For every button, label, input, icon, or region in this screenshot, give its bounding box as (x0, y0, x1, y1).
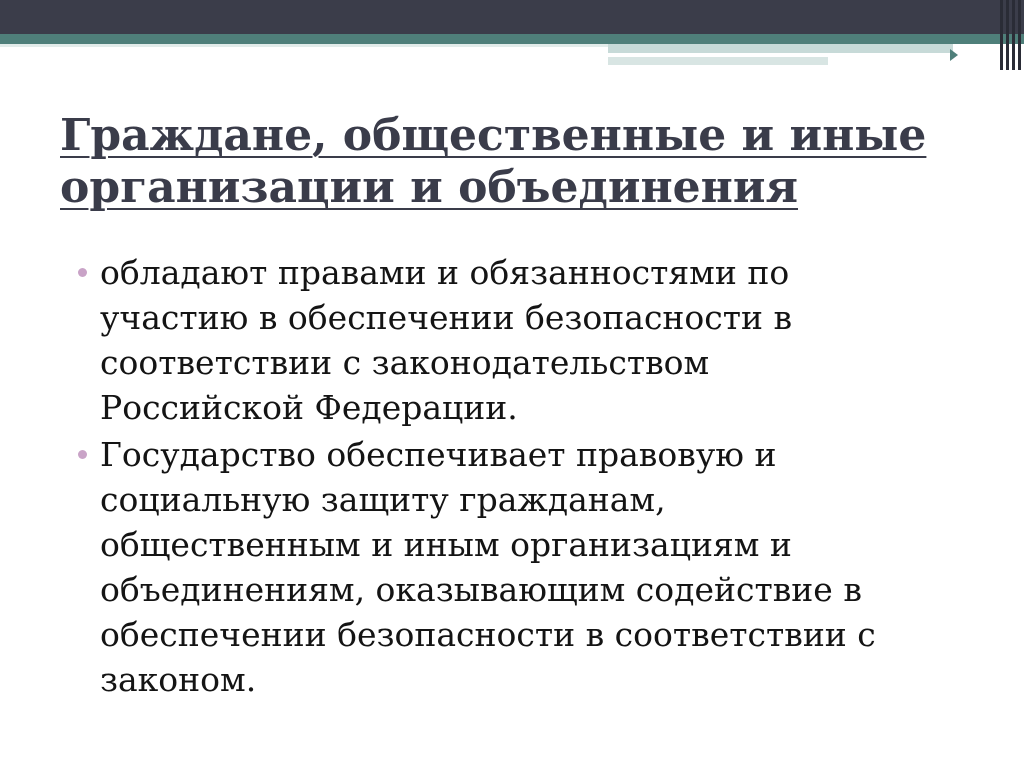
stripe (1000, 0, 1003, 70)
bullet-dot-icon (78, 450, 87, 459)
header-band-light-thin (0, 44, 608, 47)
stripe (1018, 0, 1021, 70)
header-band-dark (0, 0, 1024, 34)
stripe (1012, 0, 1015, 70)
slide-title-line: организации и объединения (60, 162, 799, 213)
bullet-dot-icon (78, 268, 87, 277)
stripe (1006, 0, 1009, 70)
bullet-text-line: социальную защиту гражданам, (100, 480, 666, 519)
bullet-item (78, 432, 958, 702)
bullet-text-line: обеспечении безопасности в соответствии с (100, 615, 876, 654)
triangle-right-icon (950, 49, 958, 61)
slide-title (60, 110, 960, 214)
slide-title-line: Граждане, общественные и иные (60, 110, 927, 161)
bullet-item (78, 250, 958, 430)
bullet-text-line: Государство обеспечивает правовую и (100, 435, 777, 474)
bullet-text-line: Российской Федерации. (100, 388, 518, 427)
header-band-light-b (608, 57, 828, 65)
bullet-text-line: объединениям, оказывающим содействие в (100, 570, 862, 609)
header-band-teal (0, 34, 1024, 44)
bullet-text-line: участию в обеспечении безопасности в (100, 298, 793, 337)
bullet-text-line: соответствии с законодательством (100, 343, 710, 382)
corner-stripes (998, 0, 1024, 70)
header-band-light-a (608, 44, 953, 53)
bullet-text-line: законом. (100, 660, 257, 699)
bullet-text-line: общественным и иным организациям и (100, 525, 792, 564)
bullet-list (78, 250, 958, 704)
bullet-text-line: обладают правами и обязанностями по (100, 253, 790, 292)
